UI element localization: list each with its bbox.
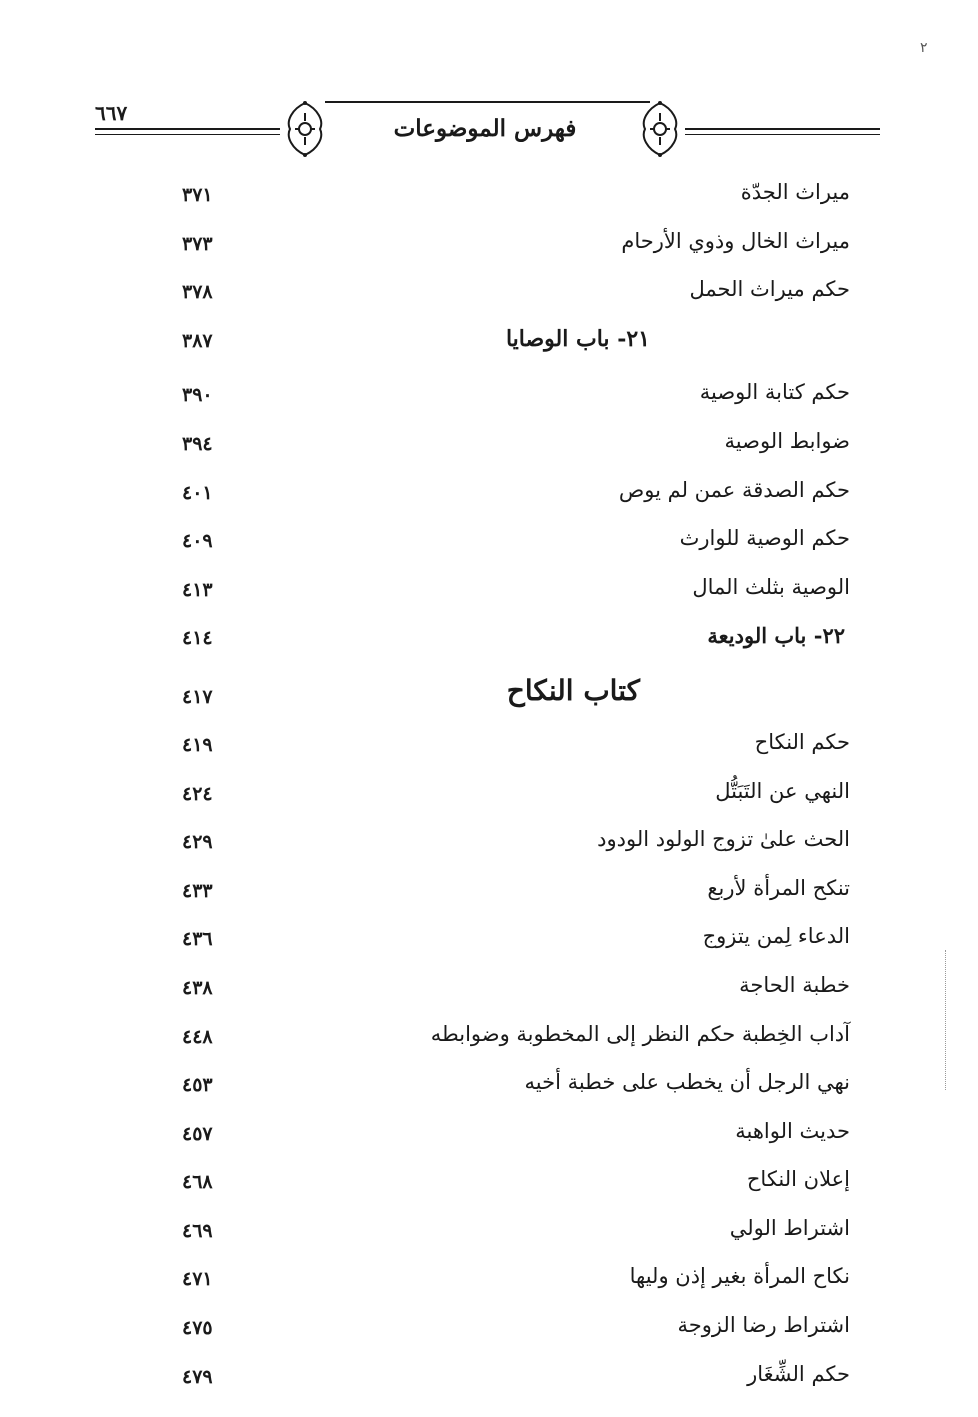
header-rule-right — [685, 128, 880, 135]
page-header — [95, 95, 880, 165]
toc-entry — [160, 1208, 850, 1257]
entry-page: ٣٩٤ — [182, 432, 213, 455]
toc-entry — [160, 1305, 850, 1354]
entry-title: خطبة الحاجة — [739, 972, 850, 997]
entry-title: تنكح المرأة لأربع — [707, 875, 850, 900]
header-rule-top — [325, 101, 650, 103]
entry-title: حكم الشِّغَار — [747, 1361, 850, 1386]
entry-title: حكم كتابة الوصية — [699, 380, 850, 405]
entry-page: ٤١٣ — [182, 578, 213, 601]
entry-title: ميراث الخال وذوي الأرحام — [621, 228, 850, 253]
entry-page: ٣٧٨ — [182, 281, 213, 304]
entry-page: ٤٧٥ — [182, 1317, 213, 1340]
entry-title: ميراث الجدّة — [740, 180, 850, 204]
section-title: ٢٢- باب الوديعة — [707, 623, 845, 649]
toc-entry — [160, 819, 850, 868]
toc-entry — [160, 771, 850, 820]
toc-entry — [160, 518, 850, 567]
toc-entry — [160, 470, 850, 519]
entry-title: الحث علىٰ تزوج الولود الودود — [597, 827, 850, 852]
entry-page: ٤٧١ — [182, 1268, 213, 1291]
entry-title: حكم ميراث الحمل — [689, 277, 850, 302]
toc-entry — [160, 269, 850, 318]
entry-title: الوصية بثلث المال — [692, 574, 850, 599]
ornament-right-icon — [635, 99, 685, 159]
entry-page: ٤٦٨ — [182, 1171, 213, 1194]
book-title: كتاب النكاح — [506, 673, 640, 707]
entry-page: ٤١٤ — [182, 627, 213, 650]
toc-section-heading — [160, 318, 850, 367]
entry-page: ٤٣٦ — [182, 928, 213, 951]
entry-title: ضوابط الوصية — [724, 428, 850, 453]
entry-title: اشتراط الولي — [729, 1215, 850, 1240]
toc-entry — [160, 1014, 850, 1063]
toc-entry — [160, 722, 850, 771]
entry-page: ٤٥٣ — [182, 1074, 213, 1097]
entry-page: ٤١٧ — [182, 685, 213, 708]
entry-title: حكم النكاح — [754, 729, 850, 754]
ornament-left-icon — [280, 99, 330, 159]
toc-entry — [160, 1062, 850, 1111]
entry-page: ٤٠٩ — [182, 530, 213, 553]
entry-page: ٤٢٩ — [182, 831, 213, 854]
toc-entry — [160, 372, 850, 421]
toc-entry — [160, 965, 850, 1014]
entry-page: ٣٧٣ — [182, 232, 213, 255]
entry-page: ٣٨٧ — [182, 329, 213, 352]
toc-entry — [160, 1256, 850, 1305]
toc-entry — [160, 567, 850, 616]
entry-title: حديث الواهبة — [735, 1118, 850, 1143]
entry-title: اشتراط رضا الزوجة — [677, 1313, 850, 1338]
entry-page: ٤٣٣ — [182, 879, 213, 902]
entry-title: حكم الصدقة عمن لم يوص — [618, 477, 850, 502]
header-title: فهرس الموضوعات — [393, 115, 577, 142]
entry-page: ٤٦٩ — [182, 1219, 213, 1242]
entry-title: الدعاء لِمن يتزوج — [702, 924, 850, 949]
header-rule-left — [95, 128, 280, 135]
scan-artifact — [945, 950, 946, 1090]
toc-entry — [160, 1354, 850, 1403]
toc-entry — [160, 1111, 850, 1160]
toc-entry — [160, 916, 850, 965]
entry-page: ٤٥٧ — [182, 1122, 213, 1145]
toc-book-heading — [160, 664, 850, 722]
toc-entry — [160, 421, 850, 470]
entry-title: نكاح المرأة بغير إذن وليها — [629, 1264, 850, 1289]
page-number: ٦٦٧ — [95, 101, 128, 125]
toc-entry — [160, 221, 850, 270]
entry-title: حكم الوصية للوارث — [679, 526, 850, 551]
entry-title: آداب الخِطبة حكم النظر إلى المخطوبة وضوابطه — [430, 1021, 850, 1046]
corner-mark: ٢ — [920, 40, 928, 56]
entry-page: ٤٧٩ — [182, 1365, 213, 1388]
section-title: ٢١- باب الوصايا — [505, 325, 650, 352]
entry-page: ٤٢٤ — [182, 782, 213, 805]
toc-entry — [160, 868, 850, 917]
entry-page: ٣٩٠ — [182, 384, 213, 407]
entry-page: ٤١٩ — [182, 733, 213, 756]
entry-page: ٤٤٨ — [182, 1025, 213, 1048]
toc-entry — [160, 1159, 850, 1208]
entry-title: نهي الرجل أن يخطب على خطبة أخيه — [524, 1070, 850, 1095]
toc-list — [160, 172, 850, 1402]
entry-page: ٤٠١ — [182, 481, 213, 504]
entry-page: ٤٣٨ — [182, 976, 213, 999]
entry-title: إعلان النكاح — [746, 1167, 850, 1192]
entry-title: النهي عن التَبَتُّل — [715, 778, 850, 803]
entry-page: ٣٧١ — [182, 184, 213, 206]
toc-section-heading — [160, 615, 850, 664]
toc-entry — [160, 172, 850, 221]
